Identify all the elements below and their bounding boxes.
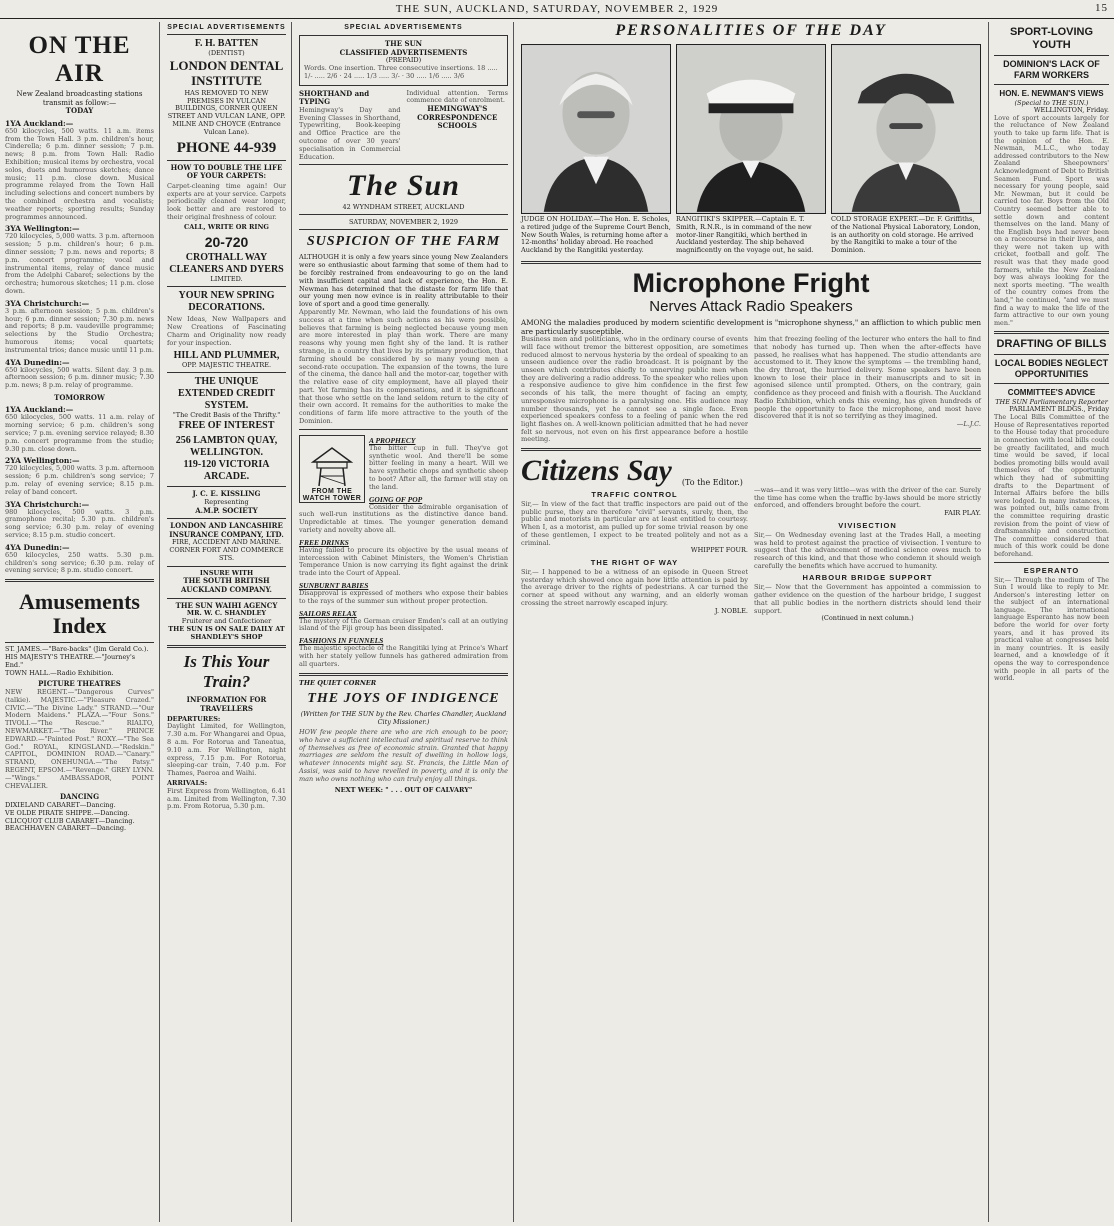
carpet-limited: LIMITED. (210, 274, 243, 283)
page-number: 15 (1095, 2, 1108, 14)
watch-tower-emblem (299, 435, 365, 503)
station-4ya-tomorrow: 4YA Dunedin:— (5, 542, 70, 552)
special-ads-header: SPECIAL ADVERTISEMENTS (167, 24, 286, 31)
letter-text: Sir,— I happened to be a witness of an episode in Queen Street yesterday which showed once again how little attention is paid by the average driver to the rights of pedestrians. A car turned the corner at speed without any warning, and an elderly woman crossing the street narrowly escaped injury. (521, 568, 748, 607)
kissling-represents: Representing (204, 497, 249, 506)
on-the-air-intro: New Zealand broadcasting stations transmit as follow:— (16, 90, 143, 107)
watch-tower-icon (307, 444, 357, 488)
credit-ad (167, 376, 286, 483)
column-news (988, 22, 1114, 1222)
bills-dateline: PARLIAMENT BLDGS., Friday (1009, 405, 1109, 414)
classified-title: THE SUN (384, 39, 423, 48)
letter-head: HARBOUR BRIDGE SUPPORT (802, 573, 933, 583)
dancing-item: DIXIELAND CABARET—Dancing. (5, 800, 116, 809)
amusement-item: HIS MAJESTY'S THEATRE.—"Journey's End." (5, 653, 136, 669)
station-1ya-tomorrow: 1YA Auckland:— (5, 405, 74, 415)
spring-ad (167, 290, 286, 369)
photo-expert (831, 44, 981, 255)
letter-head: TRAFFIC CONTROL (591, 490, 678, 500)
insurance-company: LONDON AND LANCASHIRE INSURANCE COMPANY, LTD. (169, 521, 284, 539)
south-british-name: THE SOUTH BRITISH (183, 576, 270, 586)
classified-subtitle: CLASSIFIED ADVERTISEMENTS (339, 47, 468, 57)
carpet-ad (167, 164, 286, 284)
station-4ya: 4YA Dunedin:— (5, 357, 70, 367)
carpet-phone: 20-720 (204, 233, 249, 250)
station-1ya: 1YA Auckland:— (5, 118, 74, 128)
arrivals-label: ARRIVALS: (167, 779, 208, 788)
carpet-title: HOW TO DOUBLE THE LIFE OF YOUR CARPETS: (170, 162, 283, 181)
programme-text: 650 kilocycles, 500 watts. 11 a.m. relay of morning service; 6 p.m. children's song service; 7 p.m. evening service relayed; 8.30 p.m. concert programme from the studio; 9.30 p.m. close down. (5, 413, 154, 453)
programme-text: 650 kilocycles, 500 watts. 11 a.m. items from the Town Hall. 3 p.m. children's hour, Cinderella; 6 p.m. dinner session; 7 p.m. news; 8 p.m. from Town Hall: Radio Exhibition; musical items by orchestra, vocal solos, duets and humorous sketches; dance music; 11 p.m. close down. Musical programme relayed from the Town Hall including selections and concert numbers by the combined orchestra and vocalists; weather reports; sporting results; Sunday programmes announced. (5, 126, 154, 221)
programme-text: 3 p.m. afternoon session; 5 p.m. children's hour; 6 p.m. dinner session; 7.30 p.m. news and reports; 8 p.m. vaudeville programme; selections by the Studio Orchestra; humorous items; vocal quartets; instrumental trios; dance music until 11 p.m. (5, 306, 154, 354)
joys-next-week: NEXT WEEK: " . . . OUT OF CALVARY" (334, 785, 473, 794)
microphone-text: him that freezing feeling of the lecturer who enters the hall to find that nobody has turned up. Then when the after-effects have passed, he realises what has happened. The studio attendants are accustomed to it. They know the symptoms — the trembling hand, the dry throat, the hurried delivery. Some speakers have been known to lose their place in their manuscripts and to sit in agonised silence until prompted. Others, on the contrary, gain confidence as they proceed and finish with a flourish. The Auckland Radio Exhibition, which ends this evening, has given hundreds of people the opportunity to face the microphone, and most have discovered that it is not so terrifying as they imagined. —L.J.C. (754, 335, 981, 428)
microphone-title: Microphone Fright (632, 267, 870, 298)
letter-signature: WHIPPET FOUR. (690, 546, 748, 555)
sun-logo: The Sun (347, 169, 460, 203)
kissling-name: J. C. E. KISSLING (192, 489, 261, 499)
letter-head: VIVISECTION (838, 520, 897, 530)
classified-prepaid: (PREPAID) (385, 56, 422, 65)
letter-text: —was—and it was very little—was with the driver of the car. Surely the time has come when the traffic by-laws should be more strictly enforced, and offenders brought before the court. (754, 486, 981, 510)
tomorrow-label: TOMORROW (54, 392, 105, 402)
wt-text: The mystery of the German cruiser Emden's call at an outlying island of the Fiji group has been dissipated. (299, 616, 508, 633)
wt-section-head: FREE DRINKS (299, 537, 349, 547)
column-special-ads (162, 22, 292, 1222)
bills-heading: DRAFTING OF BILLS (996, 338, 1107, 351)
train-info: INFORMATION FOR TRAVELLERS (186, 695, 267, 714)
kissling-ad (167, 490, 286, 515)
batten-name: F. H. BATTEN (194, 38, 259, 49)
citizens-header (521, 455, 981, 487)
photo-caption: JUDGE ON HOLIDAY.—The Hon. E. Scholes, a retired judge of the Supreme Court Bench, New South Wales, is returning home after a 12-months' holiday abroad. He reached Auckland by the Rangitiki yesterday. (521, 215, 671, 255)
photo-skipper (676, 44, 826, 255)
portrait-image (831, 44, 981, 214)
carpet-company: CROTHALL WAY CLEANERS AND DYERS (169, 251, 284, 275)
shorthand-body: Hemingway's Day and Evening Classes in Shorthand, Typewriting, Book-keeping and Office Practice are the outcome of over 30 years' specialisation in Commercial Education. (299, 105, 401, 161)
spring-title: YOUR NEW SPRING DECORATIONS. (178, 290, 275, 314)
batten-phone: PHONE 44-939 (176, 139, 277, 156)
masthead (0, 0, 1114, 19)
letter-continued: (Continued in next column.) (821, 614, 914, 623)
wt-section-head: SAILORS RELAX (299, 608, 357, 618)
letter-text: Sir,— Now that the Government has appointed a commission to gather evidence on the question of the harbour bridge, I suggest that all public bodies in the northern districts should lend their support. (754, 583, 981, 615)
bills-sub1: LOCAL BODIES NEGLECT OPPORTUNITIES (994, 358, 1109, 380)
portrait-icon (832, 45, 980, 213)
arrivals-list: First Express from Wellington, 6.41 a.m. Limited from Wellington, 7.30 p.m. From Rotorua, 5.30 p.m. (167, 786, 286, 811)
programme-text: 650 kilocycles, 500 watts. Silent day. 3 p.m. afternoon session; 6 p.m. dinner music; 7.30 p.m. news; 8 p.m. relay of programme. (5, 365, 154, 390)
personalities-heading: PERSONALITIES OF THE DAY (615, 22, 887, 39)
joys-text: HOW few people there are who are rich enough to be poor; who have a sufficient intellectual and spiritual reserve to think of themselves as free of economic strain. Granted that happy marriages are seldom the result of dwelling in hollow logs, whatever innocents might say. St. Francis, the Little Man of Assisi, was said to have revelled in poverty, and it is only the man who owns nothing who can truly enjoy all things. (299, 728, 508, 783)
bills-text: The Local Bills Committee of the House of Representatives reported to the House today that procedure in connection with local bills could be greatly facilitated, and much time would be saved, if local bodies promoting bills would avail themselves of the opportunity which they had of submitting drafts to the Department of Internal Affairs before the bills were lodged. In many instances, it was pointed out, bills came from the committee requiring drastic revision from the point of view of draftsmanship and construction. The committee considered that much of this work could be done beforehand. (994, 413, 1109, 558)
masthead-title: THE SUN, AUCKLAND, SATURDAY, NOVEMBER 2, 1929 (395, 3, 719, 15)
esperanto-head: ESPERANTO (1023, 565, 1080, 575)
joys-byline: (Written for THE SUN by the Rev. Charles Chandler, Auckland City Missioner.) (300, 710, 507, 727)
station-2ya-tomorrow: 2YA Wellington:— (5, 456, 80, 466)
sport-text: Love of sport accounts largely for the reluctance of New Zealand youth to take up farm life. That is the opinion of the Hon. E. Newman, M.L.C., who today addressed contributors to the New Zealand Sheepowners' Acknowledgment of Debt to British Seamen Fund. Sport was necessary for young people, said Mr. Newman, but it could be carried too far. Boys from the Old Country seemed better able to settle down and content themselves on the land. Many of the English boys had never been on a racecourse in their lives, and they were not taken up with cricket, football and golf. The result was that they made good farmers, while the New Zealand boy was always looking for the next sports meeting. "The wealth of the country comes from the land," he continued, "and we must find a way to make the life of the farm attractive to our own young men." (994, 113, 1109, 327)
editorial-headline: SUSPICION OF THE FARM (306, 234, 501, 250)
spring-body: New Ideas, New Wallpapers and New Creations of Fascinating Charm and Originality now ready for your inspection. (167, 315, 286, 347)
batten-title: (DENTIST) (208, 49, 245, 57)
station-3ya-tomorrow: 3YA Christchurch:— (5, 499, 90, 509)
programme-text: 650 kilocycles, 250 watts. 5.30 p.m. children's song service; 6.30 p.m. relay of evening service; 8 p.m. studio concert. (5, 550, 154, 575)
dancing-item: VE OLDE PIRATE SHIPPE.—Dancing. (5, 808, 130, 817)
shandley-role: Fruiterer and Confectioner (181, 617, 272, 626)
editorial-lead: ALTHOUGH it is only a few years since young New Zealanders were so enthusiastic about farming that some of them had to be forcibly restrained from endeavouring to go on the land with insufficient capital and lack of experience, the Hon. E. Newman has determined that the distaste for farm life that our young men now evince is in reality attributable to their love of sport and a good time generally. (299, 253, 508, 309)
microphone-signoff: —L.J.C. (956, 419, 981, 428)
on-the-air-heading: ON THE AIR (28, 32, 131, 87)
credit-address-1: 256 LAMBTON QUAY, WELLINGTON. (175, 435, 278, 459)
insurance-ad (167, 522, 286, 563)
citizens-to-editor: (To the Editor.) (681, 478, 743, 488)
esperanto-text: Sir,— Through the medium of The Sun I would like to reply to Mr. Anderson's interesting letter on the subject of an international language. The international language Esperanto has now been before the world for over forty years, and it has proved its practical value at congresses held in many countries. It is easily learned, and a knowledge of it opens the way to correspondence with people in all parts of the world. (994, 575, 1109, 683)
wt-text: Consider the admirable organisation of such well-run institutions as the distinctive dance band. Unpredictable at times. The younger generation demand variety and novelty above all. (299, 502, 508, 535)
train-title: Is This Your Train? (183, 652, 270, 692)
spring-address: OPP. MAJESTIC THEATRE. (181, 360, 272, 369)
photo-caption: RANGITIKI'S SKIPPER.—Captain E. T. Smith, R.N.R., is in command of the new motor-liner Rangitiki, which berthed in Auckland yesterday. The ship behaved magnificently on the voyage out, he said. (676, 215, 814, 255)
credit-title: THE UNIQUE EXTENDED CREDIT SYSTEM. (178, 376, 275, 412)
letter-signature: FAIR PLAY. (944, 509, 981, 518)
wt-section-head: A PROPHECY (369, 435, 416, 445)
classified-box (299, 35, 508, 86)
column-features (516, 22, 986, 1222)
bills-sub2: COMMITTEE'S ADVICE (1007, 388, 1096, 398)
watch-tower-section (299, 433, 508, 669)
today-label: TODAY (65, 106, 94, 116)
citizens-title: Citizens Say (521, 454, 672, 488)
wt-section-head: FASHIONS IN FUNNELS (299, 636, 384, 646)
programme-text: 980 kilocycles, 500 watts. 3 p.m. gramophone recital; 5.30 p.m. children's song service; 6.30 p.m. relay of evening service; 8.15 p.m. studio concert. (5, 507, 154, 540)
carpet-call: CALL, WRITE OR RING (184, 222, 269, 231)
shandley-name: MR. W. C. SHANDLEY (186, 609, 267, 618)
kissling-society: A.M.P. SOCIETY (195, 505, 258, 515)
wt-text: Disapproval is expressed of mothers who expose their babies to the rays of the summer sun without proper protection. (299, 589, 508, 605)
batten-ad (167, 38, 286, 157)
waihi-agency: THE SUN WAIHI AGENCY (175, 600, 278, 610)
sport-views: HON. E. NEWMAN'S VIEWS (999, 89, 1104, 98)
portrait-image (676, 44, 826, 214)
carpet-body: Carpet-cleaning time again! Our experts are at your service. Carpets periodically cleaned wear longer, look better and are restored to their original freshness of colour. (167, 181, 286, 221)
column-editorial (294, 22, 514, 1222)
microphone-lead: AMONG the maladies produced by modern scientific development is "microphone shyness," an affliction to which public men are particularly susceptible. (521, 317, 981, 336)
dancing-item: BEACHHAVEN CABARET—Dancing. (5, 824, 127, 833)
departures-list: Daylight Limited, for Wellington, 7.30 a.m. For Whangarei and Opua, 8 a.m. For Rotorua and Taneatua, 9.10 a.m. For Wellington, night express, 7.15 p.m. For Rotorua, sleeping-car train, 7.40 p.m. For Thames, Paeroa and Waihi. (167, 722, 286, 778)
dancing-item: CLICQUOT CLUB CABARET—Dancing. (5, 816, 135, 825)
sport-byline: (Special to THE SUN.) (1014, 99, 1089, 107)
letter-head: THE RIGHT OF WAY (590, 558, 679, 568)
citizens-letters (521, 487, 981, 623)
south-british-ad (167, 570, 286, 642)
column-on-the-air (0, 22, 160, 1222)
batten-institute: LONDON DENTAL INSTITUTE (169, 57, 284, 88)
letter-signature: J. NOBLE. (714, 606, 748, 615)
letter-text: Sir,— On Wednesday evening last at the Trades Hall, a meeting was held to protest against the practice of vivisection. I venture to suggest that the advancement of medical science owes much to research of this kind, and that those who condemn it should weigh carefully the benefits which have accrued to humanity. (754, 530, 981, 570)
personalities-photos (521, 44, 981, 255)
programme-text: 720 kilocycles, 5,000 watts. 3 p.m. afternoon session; 6 p.m. children's song service; 7 p.m. relay of evening service; 8.15 p.m. relay of band concert. (5, 464, 154, 496)
wt-section-head: GOING OF POP (369, 494, 423, 504)
letter-text: Sir,— In view of the fact that traffic inspectors are paid out of the public purse, they are therefore "civil" servants, surely, then, the public and motorists in particular are at least entitled to courtesy. When I, as a motorist, am pulled up for some trivial reason by one of these gentlemen, I expect to be treated politely and not as a criminal. (521, 500, 748, 547)
spring-company: HILL AND PLUMMER, (173, 349, 280, 361)
joys-title: THE JOYS OF INDIGENCE (307, 691, 500, 707)
wt-text: The majestic spectacle of the Rangitiki lying at Prince's Wharf with her stately yellow funnels has gathered admiration from all quarters. (299, 644, 508, 668)
sport-heading: SPORT-LOVING YOUTH (1009, 26, 1094, 51)
dancing-heading: DANCING (59, 792, 100, 802)
picture-theatres-heading: PICTURE THEATRES (38, 679, 121, 689)
shandley-sale: THE SUN IS ON SALE DAILY AT SHANDLEY'S SHOP (168, 624, 285, 641)
station-3ya: 3YA Christchurch:— (5, 298, 90, 308)
classified-row (299, 90, 508, 162)
editorial-text: Apparently Mr. Newman, who laid the foundations of his own success at a time when such actions as his were possible, believes that farming is being neglected because young men are more interested in play than work. There are many reasons why young men fight shy of the land. It is rather strange, in a country that lives by its primary production, that farming should be considered by so many young men a second-rate occupation. The expansion of the towns, the lure of the cinema, the dance hall and the motor-car, together with the relative ease of city employment, have all played their part. Yet farming has its compensations, and it is significant that those who settle on the land seldom return to the city of their own accord. It remains for the authorities to make the conditions of farm life more attractive to the youth of the Dominion. (299, 307, 508, 426)
microphone-text: Business men and politicians, who in the ordinary course of events will face without tremor the bitterest opposition, are sometimes reduced almost to nervous hysteria by the ordeal of speaking to an unseen audience over the radio broadcast. It is poignant by the unseen which contributes chiefly to unnerving public men when they are delivering a radio address. To the speaker who relies upon a responsive audience to give him confidence in the first few seconds of his talk, the mere thought of facing an empty, unresponsive microphone is a paralysing one. His audience may number thousands, yet he cannot see a single face. Even experienced speakers confess to a feeling of panic when the red light flashes on. A well-known politician admitted that he had never felt so nervous, not even on his first appearance before a hostile meeting. (521, 335, 748, 444)
station-2ya: 3YA Wellington:— (5, 224, 80, 234)
batten-body: HAS REMOVED TO NEW PREMISES IN VULCAN BUILDINGS, CORNER QUEEN STREET AND VULCAN LANE, OPP. MILNE AND CHOYCE (Entrance Vulcan Lane). (167, 88, 286, 136)
wt-text: The bitter cup in full. They've got synthetic wool. And there'll be some bitter feeling in many a heart. Will we have synthetic chops and synthetic sheep to boot? After all, the farmer will stay on the land. (369, 443, 508, 491)
microphone-subtitle: Nerves Attack Radio Speakers (649, 297, 853, 315)
insurance-address: CORNER FORT AND COMMERCE STS. (169, 546, 284, 562)
sun-logo-address: 42 WYNDHAM STREET, AUCKLAND (342, 203, 465, 212)
bills-byline: THE SUN Parliamentary Reporter (995, 398, 1108, 407)
hemingway-schools: HEMINGWAY'S CORRESPONDENCE SCHOOLS (417, 104, 498, 131)
programme-text: 720 kilocycles, 5,000 watts. 3 p.m. afternoon session; 5 p.m. children's hour; 6 p.m. dinner session; 7 p.m. news and reports; 8 p.m. concert programme; vocal and instrumental items, relay of dance music from the Adelphi Cabaret; selections by the orchestra; humorous sketches; 11 p.m. close down. (5, 232, 154, 295)
portrait-image (521, 44, 671, 214)
photo-judge (521, 44, 671, 255)
picture-listings: NEW REGENT.—"Dangerous Curves" (talkie). MAJESTIC.—"Pleasure Crazed." CIVIC.—"The Divine Lady." STRAND.—"Our Modern Maidens." PLAZA.—"Four Sons." TIVOLI.—"The Rescue." RIALTO, NEWMARKET.—"The River." PRINCE EDWARD.—"Painted Post." ROXY.—"The Sea God." ROYAL, KINGSLAND.—"Redskin." CAPITOL, DOMINION ROAD.—"Canary." STRAND, ONEHUNGA.—"The Patsy." REGENT, EPSOM.—"Revenge." GREY LYNN.—"Wings." AMBASSADOR, POINT CHEVALIER. (5, 688, 154, 790)
editorial-date: SATURDAY, NOVEMBER 2, 1929 (348, 218, 458, 227)
sport-subheading: DOMINION'S LACK OF FARM WORKERS (1003, 59, 1100, 80)
south-british-insure: INSURE WITH (199, 568, 254, 577)
wt-text: Having failed to procure its objective by the usual means of intercession with Cabinet Ministers, the Women's Christian Temperance Union is now carrying its fight against the drink trade into the Court of Appeal. (299, 545, 508, 578)
insurance-fire: FIRE, ACCIDENT AND MARINE. (171, 538, 282, 547)
sport-dateline: WELLINGTON, Friday. (1033, 106, 1109, 114)
shorthand-title: SHORTHAND and TYPING (299, 88, 370, 107)
amusements-heading: Amusements Index (19, 589, 140, 639)
photo-caption: COLD STORAGE EXPERT.—Dr. F. Griffiths, of the National Physical Laboratory, London, is an authority on cold storage. He arrived by the Rangitiki to make a tour of the Dominion. (831, 215, 981, 255)
portrait-icon (677, 45, 825, 213)
wt-section-head: SUNBURNT BABIES (299, 581, 369, 591)
microphone-body (521, 336, 981, 444)
hemingway-body: Individual attention. Terms commence date of enrolment. (406, 88, 508, 105)
watch-tower-label: FROM THE WATCH TOWER (302, 487, 362, 502)
amusement-item: TOWN HALL.—Radio Exhibition. (5, 668, 114, 677)
credit-free: FREE OF INTEREST (178, 420, 275, 432)
quiet-corner-label: THE QUIET CORNER (299, 678, 377, 687)
departures-label: DEPARTURES: (167, 714, 221, 723)
credit-tag: "The Credit Basis of the Thrifty." (172, 411, 281, 420)
credit-address-2: 119-120 VICTORIA ARCADE. (183, 459, 270, 483)
south-british-auckland: AUCKLAND COMPANY. (181, 585, 272, 595)
portrait-icon (522, 45, 670, 213)
amusement-item: ST. JAMES.—"Bare-backs" (Jim Gerald Co.). (5, 645, 149, 654)
classified-header: SPECIAL ADVERTISEMENTS (344, 24, 463, 31)
classified-rates: Words. One insertion. Three consecutive insertions. 18 ..... 1/- ..... 2/6 · 24 ..... 1/3 ..... 3/- · 30 ..... 1/6 ..... 3/6 (304, 63, 498, 80)
